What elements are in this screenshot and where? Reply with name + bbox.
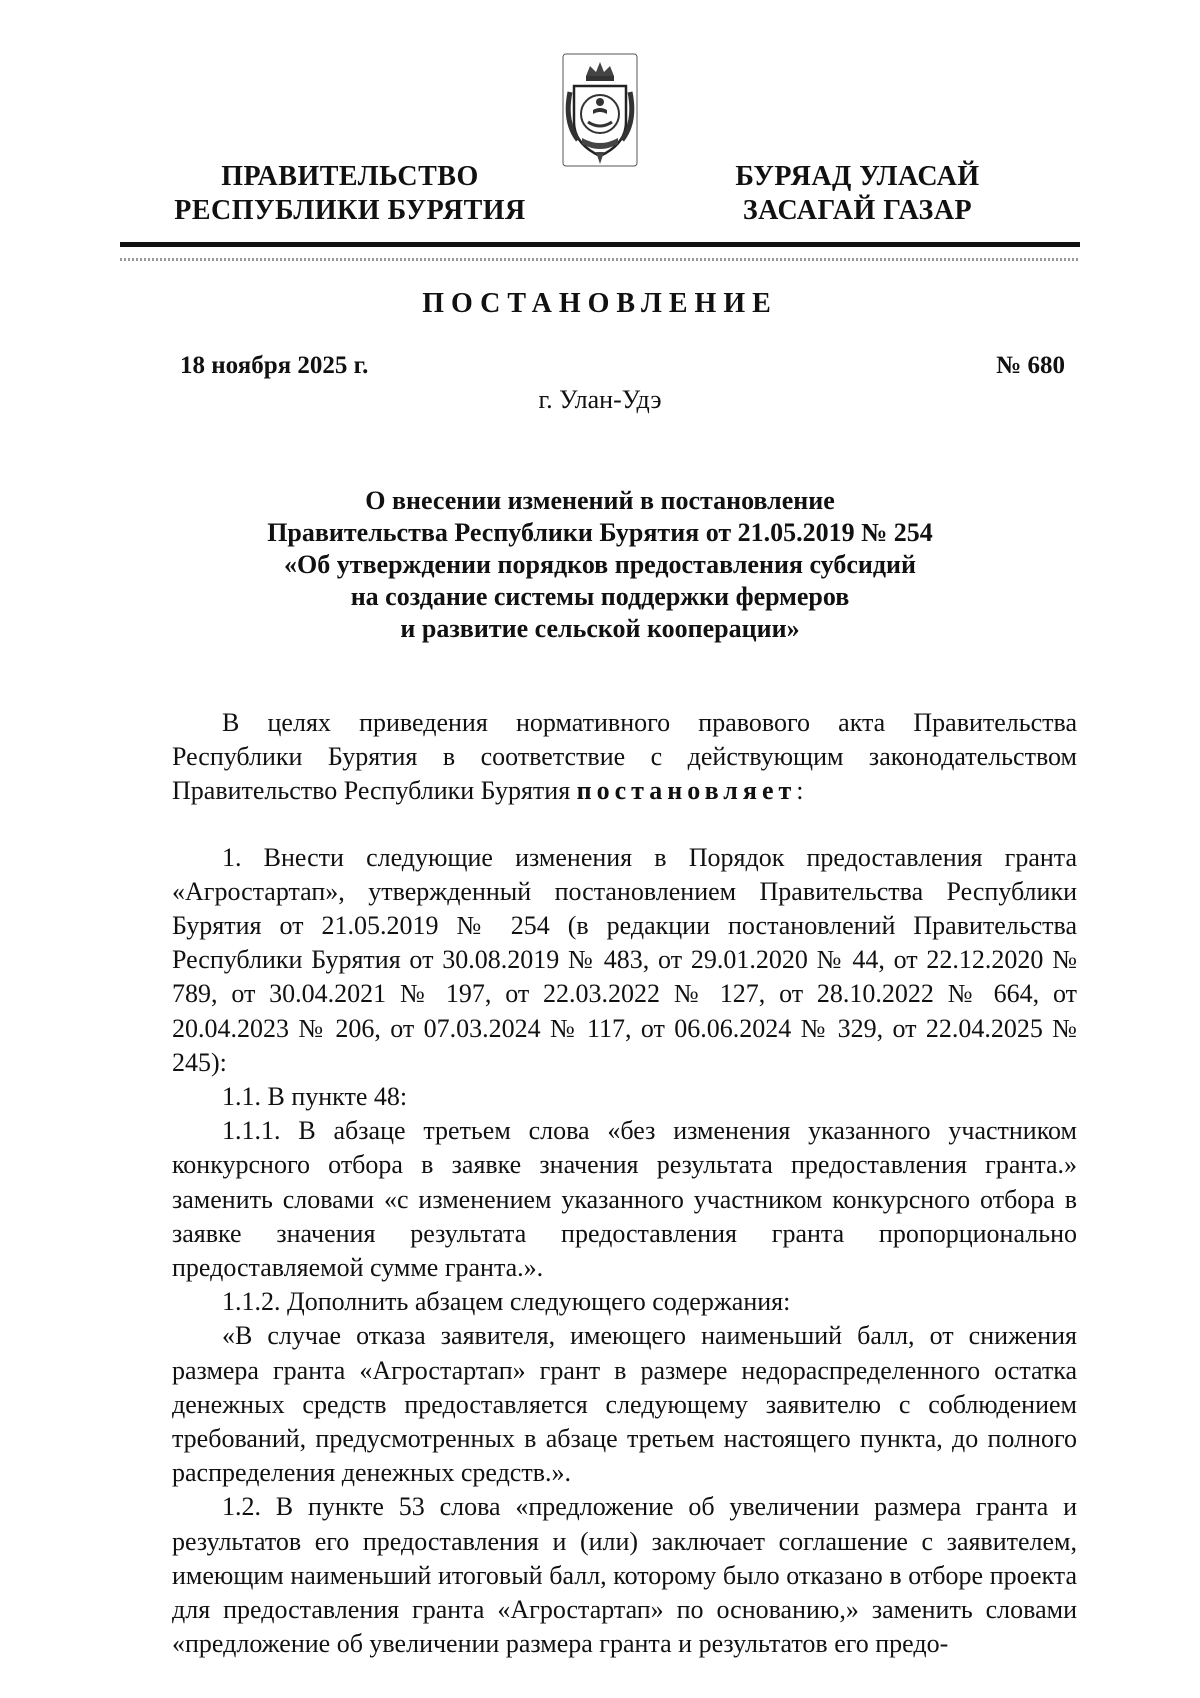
paragraph-quote: «В случае отказа заявителя, имеющего наименьший балл, от снижения размера гранта «Агростартап» грант в размере недораспределенного остатка денежных средств предоставляется следующему заявителю с соблюдением требований, предусмотренных в абзаце третьем настоящего пункта, до полного распределения денежных средств.». (172, 1321, 1077, 1488)
intro-end: : (796, 776, 804, 806)
org-name-russian-line1: ПРАВИТЕЛЬСТВО (221, 161, 479, 192)
org-name-russian-line2: РЕСПУБЛИКИ БУРЯТИЯ (174, 195, 526, 226)
document-date: 18 ноября 2025 г. (180, 352, 369, 379)
paragraph-1-2: 1.2. В пункте 53 слова «предложение об увеличении размера гранта и результатов его предоставления и (или) заключает соглашение с заявителем, имеющим наименьший итоговый балл, которому было отказано в отборе проекта для предоставления гранта «Агростартап» по основанию,» заменить словами «предложение об увеличении размера гранта и результатов его предо- (172, 1492, 1077, 1659)
subject-line: О внесении изменений в постановление (365, 486, 835, 515)
intro-text: В целях приведения нормативного правового акта Правительства Республики Бурятия в соответствие с действующим законодательством Правительство Республики Бурятия (172, 708, 1077, 806)
paragraph-1-1-1: 1.1.1. В абзаце третьем слова «без изменения указанного участником конкурсного отбора в заявке значения результата предоставления гранта.» заменить словами «с изменением указанного участником конкурсного отбора в заявке значения результата предоставления гранта пропорционально предоставляемой сумме гранта.». (172, 1116, 1077, 1283)
document-city: г. Улан-Удэ (538, 385, 662, 414)
subject-line: Правительства Республики Бурятия от 21.05.2019 № 254 (267, 518, 933, 547)
paragraph-1-1: 1.1. В пункте 48: (222, 1082, 408, 1112)
header-rule-thick (120, 242, 1080, 247)
intro-keyword: постановляет (576, 776, 797, 806)
subject-line: и развитие сельской кооперации» (400, 614, 800, 643)
paragraph-1: 1. Внести следующие изменения в Порядок предоставления гранта «Агростартап», утвержденный постановлением Правительства Республики Бурятия от 21.05.2019 № 254 (в редакции постановлений Правительства Республики Бурятия от 30.08.2019 № 483, от 29.01.2020 № 44, от 22.12.2020 № 789, от 30.04.2021 № 197, от 22.03.2022 № 127, от 28.10.2022 № 664, от 20.04.2023 № 206, от 07.03.2024 № 117, от 06.06.2024 № 329, от 22.04.2025 № 245): (172, 842, 1077, 1077)
org-name-buryat (690, 160, 1025, 228)
subject-line: на создание системы поддержки фермеров (350, 582, 850, 611)
document-subject (0, 485, 1200, 645)
document-number: № 680 (996, 352, 1065, 379)
subject-line: «Об утверждении порядков предоставления субсидий (284, 550, 916, 579)
org-name-buryat-line2: ЗАСАГАЙ ГАЗАР (742, 195, 973, 226)
intro-paragraph (172, 706, 1077, 809)
document-body (172, 706, 1077, 1661)
paragraph-1-1-2: 1.1.2. Дополнить абзацем следующего содержания: (222, 1287, 791, 1317)
header-rule-thin (120, 258, 1080, 261)
coat-of-arms-icon (560, 52, 640, 170)
org-name-buryat-line1: БУРЯАД УЛАСАЙ (735, 161, 980, 192)
document-type: ПОСТАНОВЛЕНИЕ (422, 288, 778, 319)
org-name-russian (155, 160, 545, 228)
